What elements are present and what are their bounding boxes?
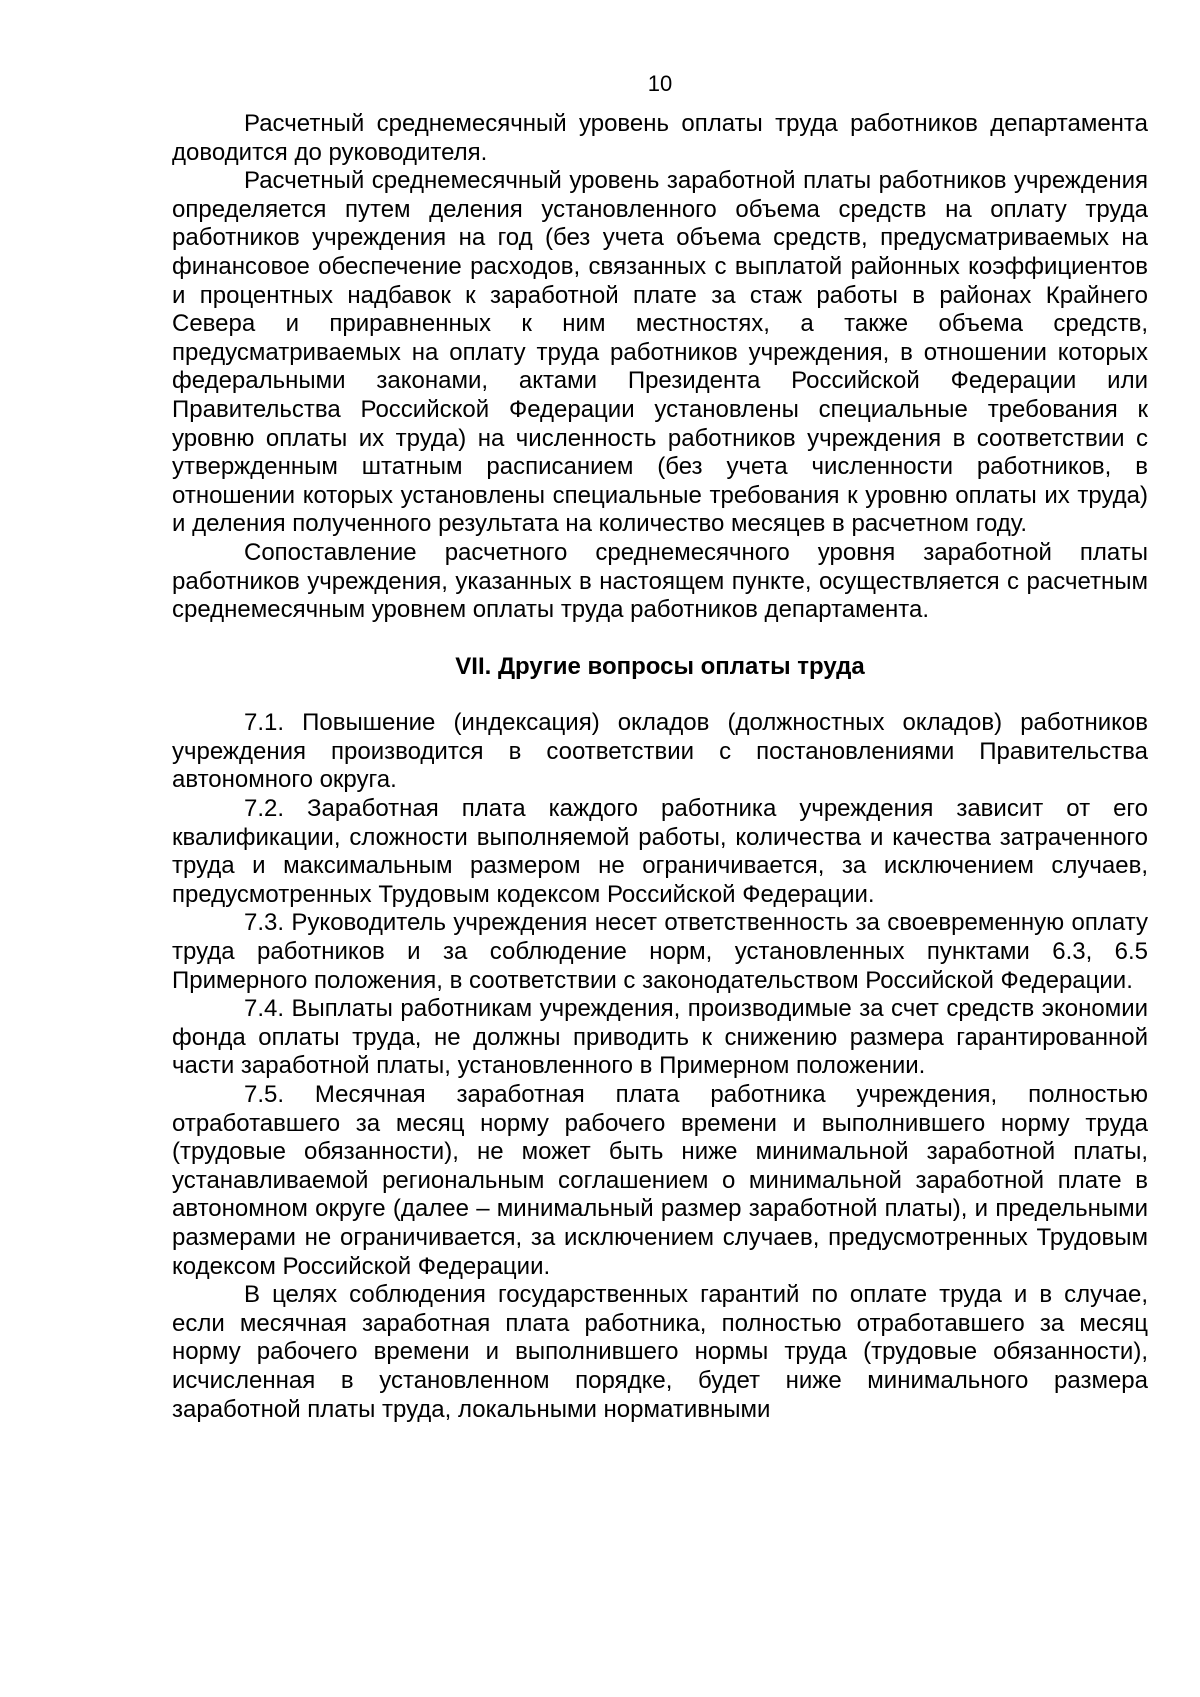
paragraph-guarantees: В целях соблюдения государственных гарантий по оплате труда и в случае, если месячная заработная плата работника, полностью отработавшего за месяц норму рабочего времени и выполнившего нормы труда (трудовые обязанности), исчисленная в установленном порядке, будет ниже минимального размера заработной платы труда, локальными нормативными (172, 1281, 1148, 1423)
section-heading: VII. Другие вопросы оплаты труда (455, 652, 865, 680)
paragraph-7-3: 7.3. Руководитель учреждения несет ответственность за своевременную оплату труда работников и за соблюдение норм, установленных пунктами 6.3, 6.5 Примерного положения, в соответствии с законодательством Российской Федерации. (172, 909, 1148, 994)
paragraph-7-1: 7.1. Повышение (индексация) окладов (должностных окладов) работников учреждения производится в соответствии с постановлениями Правительства автономного округа. (172, 709, 1148, 794)
paragraph-top-3: Сопоставление расчетного среднемесячного уровня заработной платы работников учреждения, указанных в настоящем пункте, осуществляется с расчетным среднемесячным уровнем оплаты труда работников департамента. (172, 538, 1148, 624)
paragraph-7-4: 7.4. Выплаты работникам учреждения, производимые за счет средств экономии фонда оплаты труда, не должны приводить к снижению размера гарантированной части заработной платы, установленного в Примерном положении. (172, 995, 1148, 1080)
paragraph-top-2: Расчетный среднемесячный уровень заработной платы работников учреждения определяется путем деления установленного объема средств на оплату труда работников учреждения на год (без учета объема средств, предусматриваемых на финансовое обеспечение расходов, связанных с выплатой районных коэффициентов и процентных надбавок к заработной плате за стаж работы в районах Крайнего Севера и приравненных к ним местностях, а также объема средств, предусматриваемых на оплату труда работников учреждения, в отношении которых федеральными законами, актами Президента Российской Федерации или Правительства Российской Федерации установлены специальные требования к уровню оплаты их труда) на численность работников учреждения в соответствии с утвержденным штатным расписанием (без учета численности работников, в отношении которых установлены специальные требования к уровню оплаты их труда) и деления полученного результата на количество месяцев в расчетном году. (172, 167, 1148, 538)
paragraph-7-5: 7.5. Месячная заработная плата работника учреждения, полностью отработавшего за месяц норму рабочего времени и выполнившего норму труда (трудовые обязанности), не может быть ниже минимальной заработной платы, устанавливаемой региональным соглашением о минимальной заработной плате в автономном округе (далее – минимальный размер заработной платы), и предельными размерами не ограничивается, за исключением случаев, предусмотренных Трудовым кодексом Российской Федерации. (172, 1081, 1148, 1280)
paragraph-7-2: 7.2. Заработная плата каждого работника учреждения зависит от его квалификации, сложности выполняемой работы, количества и качества затраченного труда и максимальным размером не ограничивается, за исключением случаев, предусмотренных Трудовым кодексом Российской Федерации. (172, 795, 1148, 908)
page-number: 10 (647, 71, 673, 96)
document-page (172, 60, 1148, 1424)
paragraph-top-1: Расчетный среднемесячный уровень оплаты труда работников департамента доводится до руководителя. (172, 110, 1148, 166)
